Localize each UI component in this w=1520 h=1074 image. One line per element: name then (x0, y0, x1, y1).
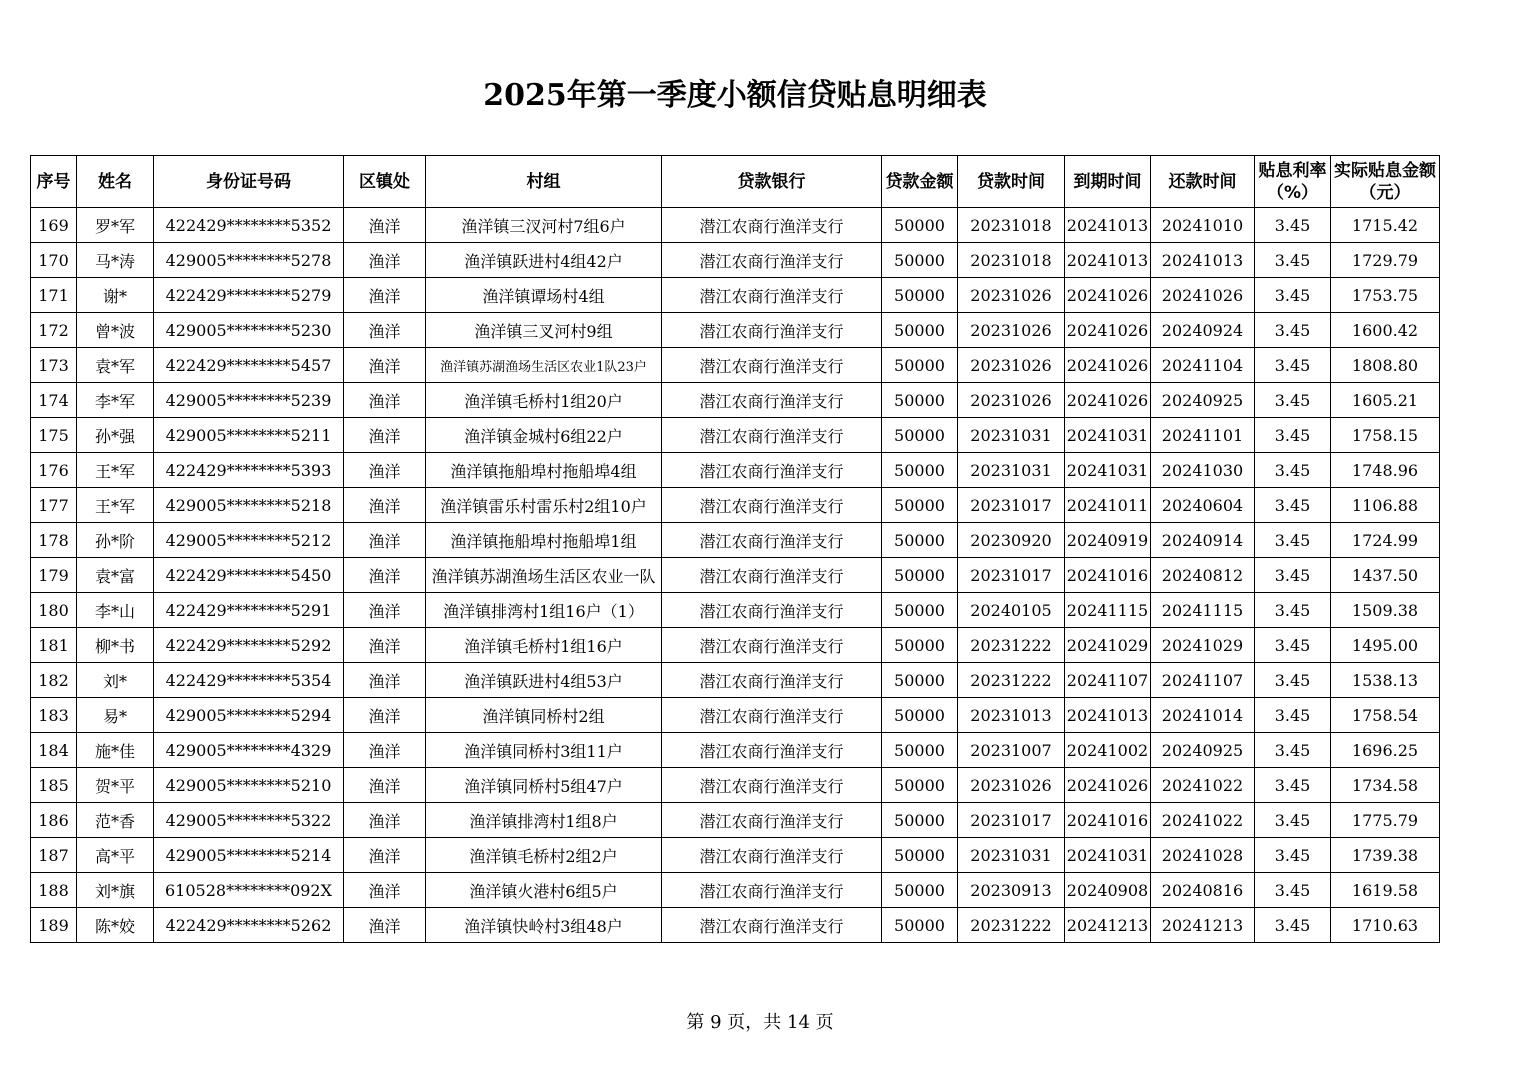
cell-name: 谢* (77, 278, 154, 313)
cell-repay-date: 20241022 (1151, 768, 1255, 803)
cell-subsidy: 1753.75 (1331, 278, 1440, 313)
table-row (31, 733, 1440, 768)
header-row (31, 156, 1440, 208)
cell-loan-date: 20231222 (958, 628, 1065, 663)
table-body (31, 208, 1440, 943)
cell-repay-date: 20241013 (1151, 243, 1255, 278)
cell-repay-date: 20241030 (1151, 453, 1255, 488)
cell-district: 渔洋 (344, 663, 426, 698)
table-row (31, 663, 1440, 698)
cell-rate: 3.45 (1255, 348, 1331, 383)
cell-bank: 潜江农商行渔洋支行 (662, 348, 882, 383)
cell-bank: 潜江农商行渔洋支行 (662, 663, 882, 698)
cell-subsidy: 1715.42 (1331, 208, 1440, 243)
cell-district: 渔洋 (344, 278, 426, 313)
cell-id-number: 429005********5218 (154, 488, 344, 523)
cell-due-date: 20241026 (1065, 313, 1151, 348)
cell-id-number: 422429********5457 (154, 348, 344, 383)
cell-village: 渔洋镇毛桥村1组16户 (426, 628, 662, 663)
cell-id-number: 429005********5212 (154, 523, 344, 558)
cell-subsidy: 1734.58 (1331, 768, 1440, 803)
cell-id-number: 429005********5278 (154, 243, 344, 278)
cell-bank: 潜江农商行渔洋支行 (662, 523, 882, 558)
table-row (31, 873, 1440, 908)
cell-loan-date: 20231026 (958, 768, 1065, 803)
cell-due-date: 20241031 (1065, 838, 1151, 873)
cell-rate: 3.45 (1255, 593, 1331, 628)
cell-repay-date: 20241026 (1151, 278, 1255, 313)
table-row (31, 768, 1440, 803)
cell-district: 渔洋 (344, 313, 426, 348)
cell-loan-date: 20231026 (958, 348, 1065, 383)
cell-id-number: 422429********5450 (154, 558, 344, 593)
cell-due-date: 20241016 (1065, 558, 1151, 593)
cell-name: 易* (77, 698, 154, 733)
cell-bank: 潜江农商行渔洋支行 (662, 838, 882, 873)
cell-district: 渔洋 (344, 803, 426, 838)
column-header-rate: 贴息利率（%） (1255, 156, 1331, 208)
cell-no: 174 (31, 383, 77, 418)
cell-due-date: 20241107 (1065, 663, 1151, 698)
cell-name: 贺*平 (77, 768, 154, 803)
cell-name: 孙*阶 (77, 523, 154, 558)
cell-amount: 50000 (882, 523, 958, 558)
cell-bank: 潜江农商行渔洋支行 (662, 908, 882, 943)
cell-subsidy: 1509.38 (1331, 593, 1440, 628)
cell-no: 173 (31, 348, 77, 383)
cell-district: 渔洋 (344, 838, 426, 873)
cell-name: 马*涛 (77, 243, 154, 278)
cell-repay-date: 20241101 (1151, 418, 1255, 453)
cell-no: 185 (31, 768, 77, 803)
cell-bank: 潜江农商行渔洋支行 (662, 558, 882, 593)
loan-subsidy-table (30, 155, 1440, 943)
cell-loan-date: 20231007 (958, 733, 1065, 768)
column-header-id: 身份证号码 (154, 156, 344, 208)
cell-rate: 3.45 (1255, 208, 1331, 243)
cell-due-date: 20241031 (1065, 453, 1151, 488)
cell-subsidy: 1775.79 (1331, 803, 1440, 838)
cell-repay-date: 20241028 (1151, 838, 1255, 873)
cell-rate: 3.45 (1255, 838, 1331, 873)
cell-name: 刘*旗 (77, 873, 154, 908)
table-row (31, 593, 1440, 628)
cell-rate: 3.45 (1255, 733, 1331, 768)
cell-no: 187 (31, 838, 77, 873)
cell-village: 渔洋镇三汊河村7组6户 (426, 208, 662, 243)
cell-loan-date: 20230920 (958, 523, 1065, 558)
cell-due-date: 20241026 (1065, 278, 1151, 313)
cell-amount: 50000 (882, 628, 958, 663)
cell-no: 183 (31, 698, 77, 733)
cell-loan-date: 20231222 (958, 908, 1065, 943)
cell-bank: 潜江农商行渔洋支行 (662, 488, 882, 523)
cell-id-number: 422429********5354 (154, 663, 344, 698)
cell-rate: 3.45 (1255, 803, 1331, 838)
table-row (31, 523, 1440, 558)
cell-loan-date: 20231026 (958, 313, 1065, 348)
cell-repay-date: 20240924 (1151, 313, 1255, 348)
column-header-loan-date: 贷款时间 (958, 156, 1065, 208)
cell-name: 王*军 (77, 453, 154, 488)
page-footer: 第 9 页，共 14 页 (686, 1012, 834, 1033)
cell-name: 王*军 (77, 488, 154, 523)
column-header-district: 区镇处 (344, 156, 426, 208)
cell-rate: 3.45 (1255, 313, 1331, 348)
cell-rate: 3.45 (1255, 523, 1331, 558)
cell-loan-date: 20231018 (958, 243, 1065, 278)
cell-bank: 潜江农商行渔洋支行 (662, 243, 882, 278)
cell-village: 渔洋镇排湾村1组8户 (426, 803, 662, 838)
cell-rate: 3.45 (1255, 628, 1331, 663)
cell-id-number: 429005********5214 (154, 838, 344, 873)
cell-loan-date: 20231026 (958, 383, 1065, 418)
cell-subsidy: 1106.88 (1331, 488, 1440, 523)
cell-name: 李*军 (77, 383, 154, 418)
cell-due-date: 20241213 (1065, 908, 1151, 943)
cell-due-date: 20241016 (1065, 803, 1151, 838)
cell-bank: 潜江农商行渔洋支行 (662, 208, 882, 243)
cell-no: 169 (31, 208, 77, 243)
column-header-no: 序号 (31, 156, 77, 208)
cell-district: 渔洋 (344, 593, 426, 628)
table-row (31, 488, 1440, 523)
cell-rate: 3.45 (1255, 768, 1331, 803)
cell-amount: 50000 (882, 453, 958, 488)
cell-subsidy: 1748.96 (1331, 453, 1440, 488)
cell-id-number: 429005********5211 (154, 418, 344, 453)
cell-loan-date: 20231017 (958, 803, 1065, 838)
cell-id-number: 429005********5230 (154, 313, 344, 348)
cell-village: 渔洋镇谭场村4组 (426, 278, 662, 313)
cell-name: 袁*军 (77, 348, 154, 383)
cell-due-date: 20241026 (1065, 383, 1151, 418)
cell-bank: 潜江农商行渔洋支行 (662, 278, 882, 313)
cell-name: 高*平 (77, 838, 154, 873)
cell-amount: 50000 (882, 593, 958, 628)
cell-repay-date: 20240812 (1151, 558, 1255, 593)
cell-id-number: 429005********5239 (154, 383, 344, 418)
cell-subsidy: 1710.63 (1331, 908, 1440, 943)
cell-village: 渔洋镇苏湖渔场生活区农业1队23户 (426, 348, 662, 383)
cell-due-date: 20240919 (1065, 523, 1151, 558)
cell-repay-date: 20240816 (1151, 873, 1255, 908)
cell-amount: 50000 (882, 698, 958, 733)
cell-village: 渔洋镇毛桥村1组20户 (426, 383, 662, 418)
cell-bank: 潜江农商行渔洋支行 (662, 313, 882, 348)
cell-loan-date: 20231026 (958, 278, 1065, 313)
cell-village: 渔洋镇拖船埠村拖船埠1组 (426, 523, 662, 558)
cell-due-date: 20241013 (1065, 208, 1151, 243)
cell-rate: 3.45 (1255, 383, 1331, 418)
cell-bank: 潜江农商行渔洋支行 (662, 453, 882, 488)
cell-name: 罗*军 (77, 208, 154, 243)
table-row (31, 418, 1440, 453)
cell-village: 渔洋镇三叉河村9组 (426, 313, 662, 348)
table-row (31, 558, 1440, 593)
cell-name: 范*香 (77, 803, 154, 838)
cell-subsidy: 1758.54 (1331, 698, 1440, 733)
cell-amount: 50000 (882, 733, 958, 768)
cell-loan-date: 20231031 (958, 453, 1065, 488)
table-row (31, 453, 1440, 488)
cell-village: 渔洋镇快岭村3组48户 (426, 908, 662, 943)
cell-name: 柳*书 (77, 628, 154, 663)
cell-id-number: 429005********5322 (154, 803, 344, 838)
cell-district: 渔洋 (344, 908, 426, 943)
cell-bank: 潜江农商行渔洋支行 (662, 768, 882, 803)
cell-id-number: 429005********5210 (154, 768, 344, 803)
cell-due-date: 20241026 (1065, 768, 1151, 803)
cell-village: 渔洋镇苏湖渔场生活区农业一队 (426, 558, 662, 593)
table-row (31, 313, 1440, 348)
cell-village: 渔洋镇金城村6组22户 (426, 418, 662, 453)
column-header-village: 村组 (426, 156, 662, 208)
cell-village: 渔洋镇同桥村3组11户 (426, 733, 662, 768)
cell-repay-date: 20240925 (1151, 383, 1255, 418)
cell-amount: 50000 (882, 208, 958, 243)
cell-subsidy: 1758.15 (1331, 418, 1440, 453)
cell-id-number: 610528********092X (154, 873, 344, 908)
table-row (31, 803, 1440, 838)
cell-loan-date: 20231017 (958, 488, 1065, 523)
cell-district: 渔洋 (344, 208, 426, 243)
cell-village: 渔洋镇同桥村2组 (426, 698, 662, 733)
cell-repay-date: 20240604 (1151, 488, 1255, 523)
cell-no: 189 (31, 908, 77, 943)
cell-loan-date: 20230913 (958, 873, 1065, 908)
cell-bank: 潜江农商行渔洋支行 (662, 418, 882, 453)
cell-amount: 50000 (882, 313, 958, 348)
column-header-amount: 贷款金额 (882, 156, 958, 208)
cell-loan-date: 20231031 (958, 418, 1065, 453)
cell-repay-date: 20241022 (1151, 803, 1255, 838)
cell-repay-date: 20241213 (1151, 908, 1255, 943)
cell-district: 渔洋 (344, 243, 426, 278)
cell-village: 渔洋镇火港村6组5户 (426, 873, 662, 908)
cell-amount: 50000 (882, 418, 958, 453)
cell-village: 渔洋镇同桥村5组47户 (426, 768, 662, 803)
cell-bank: 潜江农商行渔洋支行 (662, 733, 882, 768)
cell-village: 渔洋镇雷乐村雷乐村2组10户 (426, 488, 662, 523)
cell-rate: 3.45 (1255, 908, 1331, 943)
cell-no: 175 (31, 418, 77, 453)
cell-repay-date: 20241107 (1151, 663, 1255, 698)
cell-no: 186 (31, 803, 77, 838)
cell-repay-date: 20241010 (1151, 208, 1255, 243)
cell-subsidy: 1808.80 (1331, 348, 1440, 383)
cell-rate: 3.45 (1255, 663, 1331, 698)
cell-no: 179 (31, 558, 77, 593)
cell-name: 曾*波 (77, 313, 154, 348)
cell-village: 渔洋镇跃进村4组53户 (426, 663, 662, 698)
cell-amount: 50000 (882, 873, 958, 908)
table-row (31, 383, 1440, 418)
cell-amount: 50000 (882, 663, 958, 698)
cell-district: 渔洋 (344, 873, 426, 908)
cell-amount: 50000 (882, 278, 958, 313)
table-row (31, 278, 1440, 313)
cell-due-date: 20241029 (1065, 628, 1151, 663)
cell-subsidy: 1495.00 (1331, 628, 1440, 663)
cell-id-number: 422429********5279 (154, 278, 344, 313)
cell-rate: 3.45 (1255, 488, 1331, 523)
cell-rate: 3.45 (1255, 698, 1331, 733)
cell-repay-date: 20240914 (1151, 523, 1255, 558)
cell-district: 渔洋 (344, 348, 426, 383)
cell-loan-date: 20231013 (958, 698, 1065, 733)
table-row (31, 243, 1440, 278)
cell-id-number: 422429********5262 (154, 908, 344, 943)
table-row (31, 628, 1440, 663)
cell-due-date: 20241002 (1065, 733, 1151, 768)
cell-loan-date: 20231018 (958, 208, 1065, 243)
cell-repay-date: 20241029 (1151, 628, 1255, 663)
cell-no: 182 (31, 663, 77, 698)
cell-id-number: 422429********5291 (154, 593, 344, 628)
cell-rate: 3.45 (1255, 453, 1331, 488)
cell-subsidy: 1724.99 (1331, 523, 1440, 558)
cell-id-number: 422429********5393 (154, 453, 344, 488)
cell-district: 渔洋 (344, 383, 426, 418)
cell-subsidy: 1739.38 (1331, 838, 1440, 873)
cell-id-number: 422429********5292 (154, 628, 344, 663)
cell-no: 172 (31, 313, 77, 348)
cell-bank: 潜江农商行渔洋支行 (662, 628, 882, 663)
cell-amount: 50000 (882, 558, 958, 593)
cell-repay-date: 20241115 (1151, 593, 1255, 628)
cell-loan-date: 20231222 (958, 663, 1065, 698)
cell-due-date: 20241031 (1065, 418, 1151, 453)
cell-district: 渔洋 (344, 453, 426, 488)
cell-rate: 3.45 (1255, 873, 1331, 908)
page-title: 2025年第一季度小额信贷贴息明细表 (483, 78, 987, 113)
cell-amount: 50000 (882, 348, 958, 383)
column-header-bank: 贷款银行 (662, 156, 882, 208)
cell-loan-date: 20231031 (958, 838, 1065, 873)
cell-no: 184 (31, 733, 77, 768)
cell-bank: 潜江农商行渔洋支行 (662, 593, 882, 628)
cell-bank: 潜江农商行渔洋支行 (662, 698, 882, 733)
cell-rate: 3.45 (1255, 418, 1331, 453)
table-row (31, 908, 1440, 943)
cell-no: 178 (31, 523, 77, 558)
cell-loan-date: 20231017 (958, 558, 1065, 593)
cell-name: 孙*强 (77, 418, 154, 453)
cell-id-number: 429005********5294 (154, 698, 344, 733)
cell-subsidy: 1696.25 (1331, 733, 1440, 768)
cell-rate: 3.45 (1255, 558, 1331, 593)
cell-name: 袁*富 (77, 558, 154, 593)
cell-village: 渔洋镇跃进村4组42户 (426, 243, 662, 278)
cell-district: 渔洋 (344, 558, 426, 593)
cell-name: 施*佳 (77, 733, 154, 768)
cell-subsidy: 1619.58 (1331, 873, 1440, 908)
cell-repay-date: 20240925 (1151, 733, 1255, 768)
cell-district: 渔洋 (344, 698, 426, 733)
cell-no: 171 (31, 278, 77, 313)
cell-district: 渔洋 (344, 628, 426, 663)
cell-subsidy: 1605.21 (1331, 383, 1440, 418)
cell-amount: 50000 (882, 838, 958, 873)
cell-district: 渔洋 (344, 523, 426, 558)
cell-amount: 50000 (882, 803, 958, 838)
cell-repay-date: 20241014 (1151, 698, 1255, 733)
cell-amount: 50000 (882, 488, 958, 523)
cell-no: 177 (31, 488, 77, 523)
cell-bank: 潜江农商行渔洋支行 (662, 383, 882, 418)
cell-name: 陈*姣 (77, 908, 154, 943)
cell-rate: 3.45 (1255, 243, 1331, 278)
table-row (31, 348, 1440, 383)
cell-district: 渔洋 (344, 418, 426, 453)
cell-subsidy: 1600.42 (1331, 313, 1440, 348)
cell-due-date: 20241115 (1065, 593, 1151, 628)
column-header-due-date: 到期时间 (1065, 156, 1151, 208)
cell-amount: 50000 (882, 908, 958, 943)
cell-bank: 潜江农商行渔洋支行 (662, 803, 882, 838)
cell-village: 渔洋镇拖船埠村拖船埠4组 (426, 453, 662, 488)
cell-amount: 50000 (882, 243, 958, 278)
cell-name: 李*山 (77, 593, 154, 628)
cell-subsidy: 1538.13 (1331, 663, 1440, 698)
cell-bank: 潜江农商行渔洋支行 (662, 873, 882, 908)
cell-repay-date: 20241104 (1151, 348, 1255, 383)
cell-due-date: 20240908 (1065, 873, 1151, 908)
cell-name: 刘* (77, 663, 154, 698)
column-header-repay-date: 还款时间 (1151, 156, 1255, 208)
table-row (31, 698, 1440, 733)
cell-district: 渔洋 (344, 768, 426, 803)
cell-no: 180 (31, 593, 77, 628)
cell-id-number: 429005********4329 (154, 733, 344, 768)
cell-rate: 3.45 (1255, 278, 1331, 313)
table-row (31, 838, 1440, 873)
cell-due-date: 20241026 (1065, 348, 1151, 383)
cell-district: 渔洋 (344, 733, 426, 768)
cell-id-number: 422429********5352 (154, 208, 344, 243)
cell-due-date: 20241013 (1065, 243, 1151, 278)
cell-no: 181 (31, 628, 77, 663)
cell-no: 188 (31, 873, 77, 908)
column-header-name: 姓名 (77, 156, 154, 208)
cell-amount: 50000 (882, 383, 958, 418)
column-header-subsidy: 实际贴息金额（元） (1331, 156, 1440, 208)
cell-due-date: 20241013 (1065, 698, 1151, 733)
cell-village: 渔洋镇排湾村1组16户（1） (426, 593, 662, 628)
cell-subsidy: 1729.79 (1331, 243, 1440, 278)
cell-village: 渔洋镇毛桥村2组2户 (426, 838, 662, 873)
cell-no: 176 (31, 453, 77, 488)
cell-district: 渔洋 (344, 488, 426, 523)
cell-amount: 50000 (882, 768, 958, 803)
cell-loan-date: 20240105 (958, 593, 1065, 628)
cell-due-date: 20241011 (1065, 488, 1151, 523)
cell-no: 170 (31, 243, 77, 278)
cell-subsidy: 1437.50 (1331, 558, 1440, 593)
table-row (31, 208, 1440, 243)
